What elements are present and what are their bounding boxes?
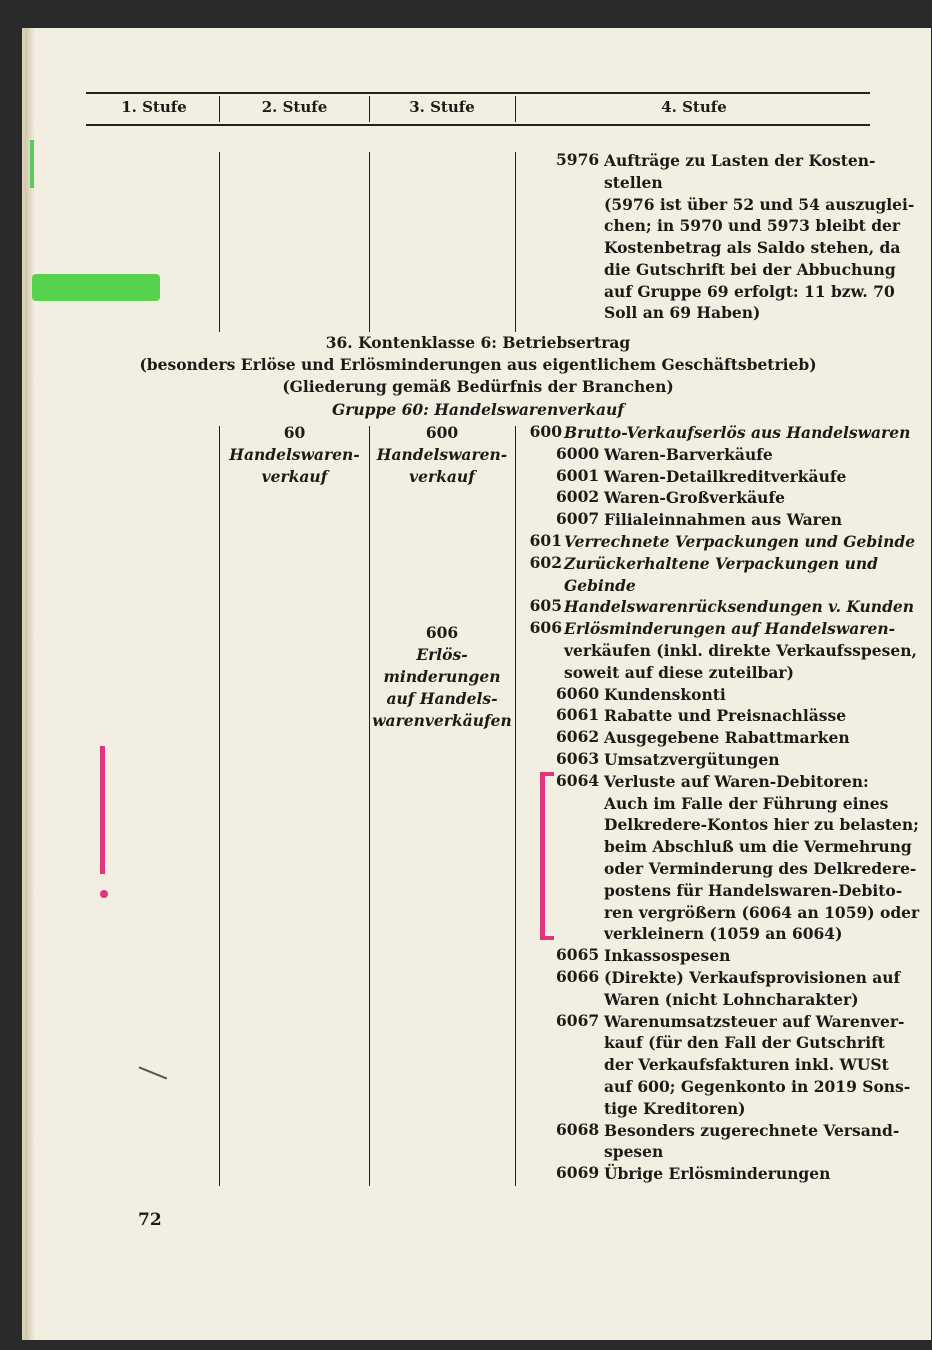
entry-text: Waren-Großverkäufe (604, 488, 785, 508)
entry-text: oder Verminderung des Delkredere- (604, 859, 917, 878)
entry-text: Rabatte und Preisnachlässe (604, 706, 847, 726)
page-number: 72 (138, 1210, 162, 1230)
entry-text: die Gutschrift bei der Abbuchung (604, 260, 896, 279)
entry-code: 6067 (556, 1010, 600, 1030)
column-rule (515, 152, 516, 332)
pink-exclamation-dot (100, 890, 108, 898)
entry-text: Übrige Erlösminderungen (604, 1164, 831, 1184)
entry-text: Inkassospesen (604, 946, 731, 966)
group-title: Gruppe 60: Handelswarenverkauf (331, 400, 624, 419)
entry-text: Besonders zugerechnete Versand- (604, 1120, 900, 1140)
entry-text: (5976 ist über 52 und 54 auszuglei- (604, 195, 915, 214)
entry-code: 6065 (556, 945, 600, 965)
entry-code: 6060 (556, 683, 600, 703)
entry-code: 5976 (556, 150, 600, 169)
header-top-rule (86, 92, 870, 94)
entry-text: Zurückerhaltene Verpackungen und (564, 553, 878, 573)
entry-text: ren vergrößern (6064 an 1059) oder (604, 902, 920, 922)
header-divider (369, 96, 370, 122)
entry-code: 6001 (556, 465, 600, 485)
entry-code: 6069 (556, 1163, 600, 1183)
entry-text: Delkredere-Kontos hier zu belasten; (604, 815, 919, 835)
header-divider (219, 96, 220, 122)
entry-text: Filialeinnahmen aus Waren (604, 510, 842, 530)
entry-code: 6066 (556, 967, 600, 986)
pink-bracket-vertical (540, 772, 545, 940)
entry-text: Auch im Falle der Führung eines (604, 793, 889, 813)
entry-code: 600 (529, 422, 562, 441)
account-label: verkauf (409, 467, 475, 486)
entry-text: Umsatzvergütungen (604, 750, 780, 769)
account-label: Handelswaren- (229, 445, 360, 464)
column-rule (219, 426, 220, 1186)
account-label: Erlös- (416, 645, 468, 664)
account-code-60: 60 (283, 423, 306, 442)
entry-text: stellen (604, 173, 663, 192)
entry-text: verkäufen (inkl. direkte Verkaufsspesen, (564, 641, 917, 660)
entry-code: 6000 (556, 443, 600, 463)
entry-text: Warenumsatzsteuer auf Warenver- (604, 1011, 905, 1031)
entry-code: 6007 (556, 509, 600, 529)
header-stufe-2: 2. Stufe (261, 98, 328, 116)
entry-text: Waren-Barverkäufe (604, 444, 773, 464)
entry-text: Gebinde (564, 575, 636, 595)
entry-text: postens für Handelswaren-Debito- (604, 880, 903, 900)
entry-text: Kostenbetrag als Saldo stehen, da (604, 238, 901, 257)
green-tab-marker (32, 274, 160, 301)
account-code-600: 600 (425, 423, 459, 442)
entry-text: der Verkaufsfakturen inkl. WUSt (604, 1055, 889, 1075)
entry-text: (Direkte) Verkaufsprovisionen auf (604, 968, 901, 987)
column-rule (219, 152, 220, 332)
account-label: auf Handels- (386, 689, 498, 708)
column-rule (515, 426, 516, 1186)
entry-text: Verrechnete Verpackungen und Gebinde (564, 532, 916, 551)
page-edge (25, 28, 35, 1340)
entry-text: auf 600; Gegenkonto in 2019 Sons- (604, 1077, 911, 1096)
header-stufe-4: 4. Stufe (661, 98, 727, 116)
entry-text: auf Gruppe 69 erfolgt: 11 bzw. 70 (604, 282, 895, 301)
entry-code: 6064 (556, 770, 600, 790)
entry-text: soweit auf diese zuteilbar) (564, 662, 794, 682)
pink-bracket-top (540, 772, 554, 776)
green-margin-mark (30, 140, 34, 188)
header-bottom-rule (86, 124, 870, 126)
entry-text: chen; in 5970 und 5973 bleibt der (604, 216, 901, 235)
account-label: Handelswaren- (376, 445, 508, 464)
entry-text: Kundenskonti (604, 684, 726, 704)
entry-text: Aufträge zu Lasten der Kosten- (604, 151, 876, 170)
entry-text: Waren (nicht Lohncharakter) (604, 989, 859, 1009)
section-title: 36. Kontenklasse 6: Betriebsertrag (325, 333, 631, 352)
entry-text: Brutto-Verkaufserlös aus Handelswaren (564, 423, 911, 442)
entry-text: Handelswarenrücksendungen v. Kunden (564, 597, 915, 617)
header-stufe-3: 3. Stufe (409, 98, 475, 116)
entry-text: spesen (604, 1142, 664, 1162)
account-label: verkauf (261, 467, 328, 486)
entry-code: 6062 (556, 727, 600, 747)
entry-code: 601 (529, 531, 562, 550)
entry-text: Erlösminderungen auf Handelswaren- (564, 619, 896, 639)
header-stufe-1: 1. Stufe (121, 98, 187, 116)
column-rule (369, 426, 370, 1186)
entry-text: kauf (für den Fall der Gutschrift (604, 1033, 885, 1053)
entry-text: beim Abschluß um die Vermehrung (604, 837, 912, 857)
entry-code: 605 (529, 596, 562, 616)
entry-text: Verluste auf Waren-Debitoren: (604, 771, 869, 791)
account-code-606: 606 (425, 623, 459, 642)
entry-code: 6002 (556, 487, 600, 507)
column-rule (369, 152, 370, 332)
section-subtitle: (besonders Erlöse und Erlösminderungen aus eigentlichem Geschäftsbetrieb) (139, 355, 817, 374)
account-label: warenverkäufen (372, 711, 512, 730)
pink-bracket-bottom (540, 936, 554, 940)
header-divider (515, 96, 516, 122)
entry-code: 606 (529, 618, 562, 638)
section-subtitle-2: (Gliederung gemäß Bedürfnis der Branchen) (282, 377, 674, 396)
entry-code: 602 (529, 552, 562, 572)
entry-code: 6063 (556, 749, 600, 768)
entry-text: Soll an 69 Haben) (604, 303, 761, 322)
entry-text: Waren-Detailkreditverkäufe (604, 466, 847, 486)
entry-text: tige Kreditoren) (604, 1098, 746, 1118)
entry-text: verkleinern (1059 an 6064) (604, 924, 843, 944)
entry-code: 6068 (556, 1119, 600, 1139)
account-label: minderungen (383, 667, 501, 686)
entry-code: 6061 (556, 705, 600, 725)
entry-text: Ausgegebene Rabattmarken (604, 728, 850, 748)
pink-exclamation-stroke (100, 746, 105, 874)
